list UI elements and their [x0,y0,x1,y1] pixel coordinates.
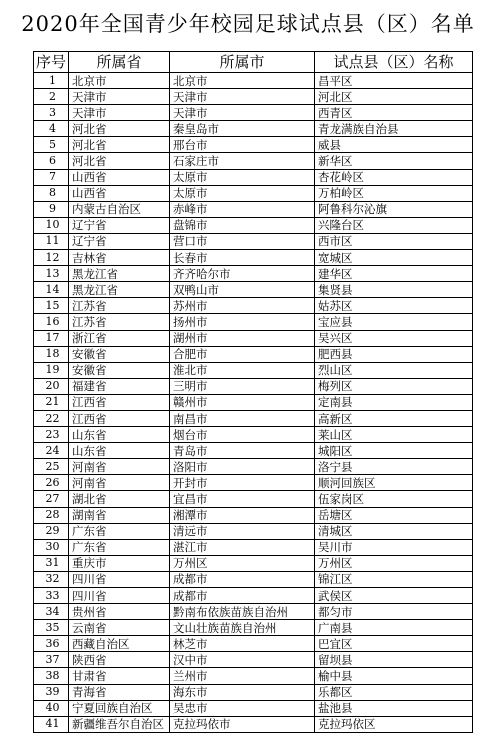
table-row [34,233,473,249]
table-row [34,266,473,282]
table-row [34,410,473,426]
row-city: 三明市 [170,378,315,394]
row-index: 1 [34,73,69,89]
row-county: 吴兴区 [315,330,473,346]
row-province: 安徽省 [69,346,170,362]
table-row [34,314,473,330]
row-county: 伍家岗区 [315,491,473,507]
table-header-row [34,52,473,73]
row-province: 宁夏回族自治区 [69,700,170,716]
row-city: 双鸭山市 [170,282,315,298]
row-county: 武侯区 [315,588,473,604]
row-county: 宝应县 [315,314,473,330]
table-row [34,121,473,137]
table-row [34,73,473,89]
row-city: 赣州市 [170,394,315,410]
row-county: 莱山区 [315,427,473,443]
row-index: 38 [34,668,69,684]
table-row [34,539,473,555]
table-row [34,282,473,298]
row-county: 城阳区 [315,443,473,459]
row-county: 青龙满族自治县 [315,121,473,137]
table-row [34,346,473,362]
row-county: 新华区 [315,153,473,169]
table-row [34,668,473,684]
table-row [34,716,473,732]
row-province: 四川省 [69,571,170,587]
row-index: 4 [34,121,69,137]
header-city: 所属市 [170,52,315,73]
row-city: 齐齐哈尔市 [170,266,315,282]
row-index: 13 [34,266,69,282]
row-county: 岳塘区 [315,507,473,523]
row-index: 29 [34,523,69,539]
row-city: 海东市 [170,684,315,700]
table-row [34,137,473,153]
row-index: 11 [34,233,69,249]
table-row [34,588,473,604]
header-province: 所属省 [69,52,170,73]
row-city: 太原市 [170,169,315,185]
row-province: 浙江省 [69,330,170,346]
row-county: 留坝县 [315,652,473,668]
row-province: 甘肃省 [69,668,170,684]
table-row [34,684,473,700]
row-province: 贵州省 [69,604,170,620]
table-row [34,201,473,217]
table-row [34,394,473,410]
row-index: 33 [34,588,69,604]
row-province: 青海省 [69,684,170,700]
row-province: 重庆市 [69,555,170,571]
row-city: 黔南布依族苗族自治州 [170,604,315,620]
row-index: 3 [34,105,69,121]
row-city: 青岛市 [170,443,315,459]
row-province: 内蒙古自治区 [69,201,170,217]
row-city: 南昌市 [170,410,315,426]
row-city: 烟台市 [170,427,315,443]
row-county: 建华区 [315,266,473,282]
row-province: 辽宁省 [69,233,170,249]
row-province: 辽宁省 [69,217,170,233]
row-city: 清远市 [170,523,315,539]
row-province: 河北省 [69,121,170,137]
table-row [34,185,473,201]
row-county: 宽城区 [315,250,473,266]
row-county: 肥西县 [315,346,473,362]
row-index: 34 [34,604,69,620]
table-row [34,459,473,475]
row-index: 22 [34,410,69,426]
row-city: 秦皇岛市 [170,121,315,137]
row-province: 河南省 [69,459,170,475]
row-index: 27 [34,491,69,507]
header-county: 试点县（区）名称 [315,52,473,73]
table-row [34,507,473,523]
row-province: 天津市 [69,105,170,121]
row-index: 39 [34,684,69,700]
row-index: 14 [34,282,69,298]
table-row [34,250,473,266]
row-county: 梅列区 [315,378,473,394]
row-index: 26 [34,475,69,491]
row-province: 广东省 [69,523,170,539]
table-row [34,620,473,636]
row-province: 新疆维吾尔自治区 [69,716,170,732]
row-county: 定南县 [315,394,473,410]
row-county: 锦江区 [315,571,473,587]
row-county: 兴隆台区 [315,217,473,233]
row-county: 威县 [315,137,473,153]
row-index: 2 [34,89,69,105]
row-index: 37 [34,652,69,668]
row-city: 长春市 [170,250,315,266]
row-county: 万州区 [315,555,473,571]
row-city: 兰州市 [170,668,315,684]
row-city: 洛阳市 [170,459,315,475]
row-index: 10 [34,217,69,233]
row-index: 15 [34,298,69,314]
row-index: 16 [34,314,69,330]
row-index: 21 [34,394,69,410]
header-index: 序号 [34,52,69,73]
row-province: 安徽省 [69,362,170,378]
row-county: 盐池县 [315,700,473,716]
row-province: 四川省 [69,588,170,604]
row-province: 天津市 [69,89,170,105]
table-row [34,298,473,314]
row-index: 28 [34,507,69,523]
row-index: 30 [34,539,69,555]
table-row [34,491,473,507]
row-province: 江西省 [69,394,170,410]
row-province: 山西省 [69,169,170,185]
row-county: 克拉玛依区 [315,716,473,732]
row-county: 姑苏区 [315,298,473,314]
row-county: 阿鲁科尔沁旗 [315,201,473,217]
row-province: 河南省 [69,475,170,491]
row-county: 广南县 [315,620,473,636]
row-city: 文山壮族苗族自治州 [170,620,315,636]
row-city: 吴忠市 [170,700,315,716]
table-row [34,652,473,668]
row-province: 湖北省 [69,491,170,507]
row-city: 太原市 [170,185,315,201]
row-province: 广东省 [69,539,170,555]
row-index: 5 [34,137,69,153]
row-province: 江西省 [69,410,170,426]
row-city: 湖州市 [170,330,315,346]
row-index: 18 [34,346,69,362]
row-index: 12 [34,250,69,266]
row-province: 山东省 [69,443,170,459]
table-row [34,523,473,539]
table-row [34,378,473,394]
row-county: 杏花岭区 [315,169,473,185]
row-index: 31 [34,555,69,571]
row-province: 黑龙江省 [69,282,170,298]
row-city: 成都市 [170,571,315,587]
row-county: 西市区 [315,233,473,249]
table-row [34,571,473,587]
row-province: 江苏省 [69,298,170,314]
table-row [34,330,473,346]
table-row [34,153,473,169]
row-index: 24 [34,443,69,459]
table-row [34,105,473,121]
row-index: 35 [34,620,69,636]
row-county: 都匀市 [315,604,473,620]
row-county: 顺河回族区 [315,475,473,491]
row-city: 成都市 [170,588,315,604]
table-row [34,604,473,620]
row-city: 赤峰市 [170,201,315,217]
row-county: 乐都区 [315,684,473,700]
row-index: 8 [34,185,69,201]
row-city: 北京市 [170,73,315,89]
row-county: 烈山区 [315,362,473,378]
row-city: 湘潭市 [170,507,315,523]
row-city: 天津市 [170,89,315,105]
table-row [34,169,473,185]
row-index: 40 [34,700,69,716]
row-city: 邢台市 [170,137,315,153]
table-row [34,362,473,378]
row-index: 6 [34,153,69,169]
row-index: 25 [34,459,69,475]
row-index: 9 [34,201,69,217]
document-title: 2020年全国青少年校园足球试点县（区）名单 [21,12,475,36]
row-index: 23 [34,427,69,443]
row-county: 河北区 [315,89,473,105]
table-row [34,555,473,571]
row-city: 万州区 [170,555,315,571]
row-county: 清城区 [315,523,473,539]
row-city: 石家庄市 [170,153,315,169]
row-province: 福建省 [69,378,170,394]
row-county: 高新区 [315,410,473,426]
row-city: 合肥市 [170,346,315,362]
row-city: 克拉玛依市 [170,716,315,732]
row-province: 云南省 [69,620,170,636]
row-index: 17 [34,330,69,346]
row-city: 林芝市 [170,636,315,652]
row-province: 河北省 [69,153,170,169]
table-row [34,636,473,652]
row-province: 河北省 [69,137,170,153]
row-city: 宜昌市 [170,491,315,507]
row-province: 山西省 [69,185,170,201]
row-province: 湖南省 [69,507,170,523]
pilot-county-table [33,51,473,733]
table-row [34,443,473,459]
row-county: 昌平区 [315,73,473,89]
row-city: 淮北市 [170,362,315,378]
row-index: 19 [34,362,69,378]
row-province: 江苏省 [69,314,170,330]
row-index: 36 [34,636,69,652]
row-city: 扬州市 [170,314,315,330]
row-index: 32 [34,571,69,587]
row-city: 开封市 [170,475,315,491]
table-row [34,475,473,491]
table-row [34,427,473,443]
row-county: 洛宁县 [315,459,473,475]
row-index: 20 [34,378,69,394]
table-row [34,700,473,716]
row-province: 西藏自治区 [69,636,170,652]
row-index: 41 [34,716,69,732]
row-county: 西青区 [315,105,473,121]
row-province: 山东省 [69,427,170,443]
row-county: 巴宜区 [315,636,473,652]
row-city: 盘锦市 [170,217,315,233]
row-province: 北京市 [69,73,170,89]
row-index: 7 [34,169,69,185]
row-province: 吉林省 [69,250,170,266]
row-county: 集贤县 [315,282,473,298]
row-city: 天津市 [170,105,315,121]
row-city: 汉中市 [170,652,315,668]
row-province: 黑龙江省 [69,266,170,282]
table-row [34,217,473,233]
row-county: 吴川市 [315,539,473,555]
row-city: 湛江市 [170,539,315,555]
row-city: 苏州市 [170,298,315,314]
table-row [34,89,473,105]
row-city: 营口市 [170,233,315,249]
row-province: 陕西省 [69,652,170,668]
row-county: 万柏岭区 [315,185,473,201]
row-county: 榆中县 [315,668,473,684]
